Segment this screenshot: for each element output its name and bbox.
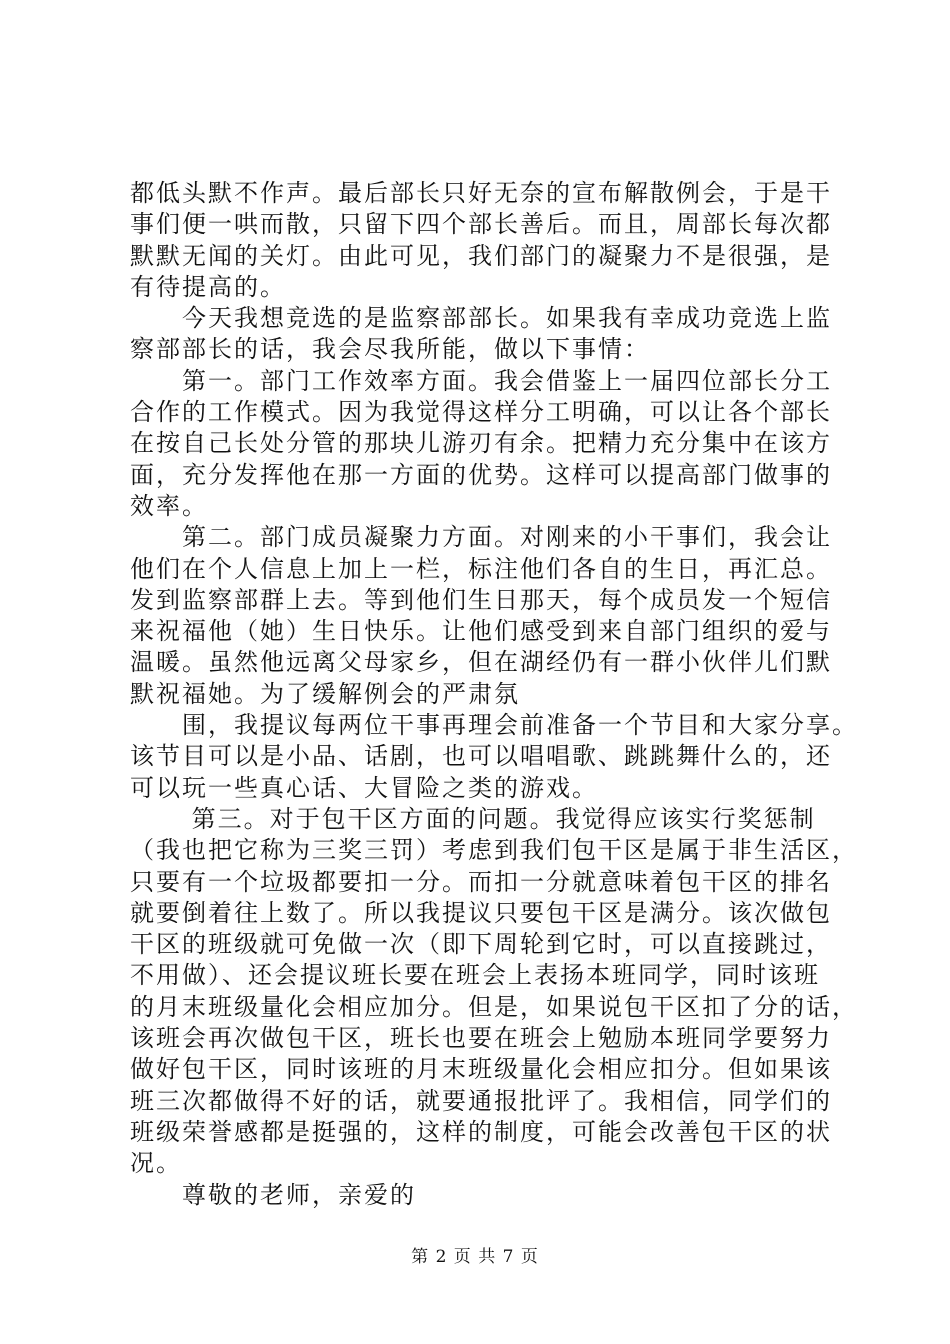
- text-line: 的月末班级量化会相应加分。但是，如果说包干区扣了分的话，: [130, 992, 858, 1021]
- text-line: 该班会再次做包干区，班长也要在班会上勉励本班同学要努力: [130, 1024, 832, 1053]
- text-line: 面，充分发挥他在那一方面的优势。这样可以提高部门做事的: [130, 460, 832, 489]
- text-line: 第一。部门工作效率方面。我会借鉴上一届四位部长分工: [130, 366, 832, 395]
- document-body: [130, 178, 858, 1211]
- text-line: 做好包干区，同时该班的月末班级量化会相应扣分。但如果该: [130, 1055, 832, 1084]
- paragraph-4: [130, 522, 840, 710]
- text-line: 第二。部门成员凝聚力方面。对刚来的小干事们，我会让: [130, 523, 832, 552]
- text-line: 该节目可以是小品、话剧，也可以唱唱歌、跳跳舞什么的，还: [130, 742, 832, 771]
- text-line: 班级荣誉感都是挺强的，这样的制度，可能会改善包干区的状: [130, 1117, 832, 1146]
- text-line: 合作的工作模式。因为我觉得这样分工明确，可以让各个部长: [130, 398, 832, 427]
- text-line: 默默无闻的关灯。由此可见，我们部门的凝聚力不是很强，是: [130, 241, 832, 270]
- page-footer: 第 2 页 共 7 页: [411, 1247, 539, 1267]
- text-line: 不用做）、还会提议班长要在班会上表扬本班同学，同时该班: [130, 961, 820, 990]
- paragraph-2: [130, 303, 840, 366]
- text-line: 有待提高的。: [130, 272, 286, 301]
- text-line: 来祝福他（她）生日快乐。让他们感受到来自部门组织的爱与: [130, 617, 832, 646]
- paragraph-7: [130, 1180, 840, 1211]
- text-line: 况。: [130, 1149, 182, 1178]
- text-line: 在按自己长处分管的那块儿游刃有余。把精力充分集中在该方: [130, 429, 832, 458]
- text-line: 今天我想竞选的是监察部部长。如果我有幸成功竞选上监: [130, 304, 832, 333]
- text-line: 默祝福她。为了缓解例会的严肃氛: [130, 679, 520, 708]
- text-line: 第三。对于包干区方面的问题。我觉得应该实行奖惩制: [130, 804, 816, 833]
- text-line: 发到监察部群上去。等到他们生日那天，每个成员发一个短信: [130, 585, 832, 614]
- text-line: 都低头默不作声。最后部长只好无奈的宣布解散例会，于是干: [130, 179, 832, 207]
- text-line: 就要倒着往上数了。所以我提议只要包干区是满分。该次做包: [130, 898, 832, 927]
- text-line: 干区的班级就可免做一次（即下周轮到它时，可以直接跳过，: [130, 930, 832, 959]
- paragraph-6: [130, 804, 858, 1180]
- text-line: （我也把它称为三奖三罚）考虑到我们包干区是属于非生活区，: [130, 836, 858, 865]
- text-line: 尊敬的老师，亲爱的: [130, 1180, 416, 1209]
- text-line: 温暖。虽然他远离父母家乡，但在湖经仍有一群小伙伴儿们默: [130, 648, 832, 677]
- text-line: 可以玩一些真心话、大冒险之类的游戏。: [130, 773, 598, 802]
- text-line: 围，我提议每两位干事再理会前准备一个节目和大家分享。: [130, 711, 858, 740]
- paragraph-5: [130, 710, 858, 804]
- paragraph-3: [130, 366, 840, 522]
- text-line: 察部部长的话，我会尽我所能，做以下事情：: [130, 335, 650, 364]
- text-line: 效率。: [130, 491, 208, 520]
- text-line: 只要有一个垃圾都要扣一分。而扣一分就意味着包干区的排名: [130, 867, 832, 896]
- text-line: 事们便一哄而散，只留下四个部长善后。而且，周部长每次都: [130, 210, 832, 239]
- paragraph-1: [130, 178, 840, 303]
- text-line: 他们在个人信息上加上一栏，标注他们各自的生日，再汇总。: [130, 554, 832, 583]
- text-line: 班三次都做得不好的话，就要通报批评了。我相信，同学们的: [130, 1086, 832, 1115]
